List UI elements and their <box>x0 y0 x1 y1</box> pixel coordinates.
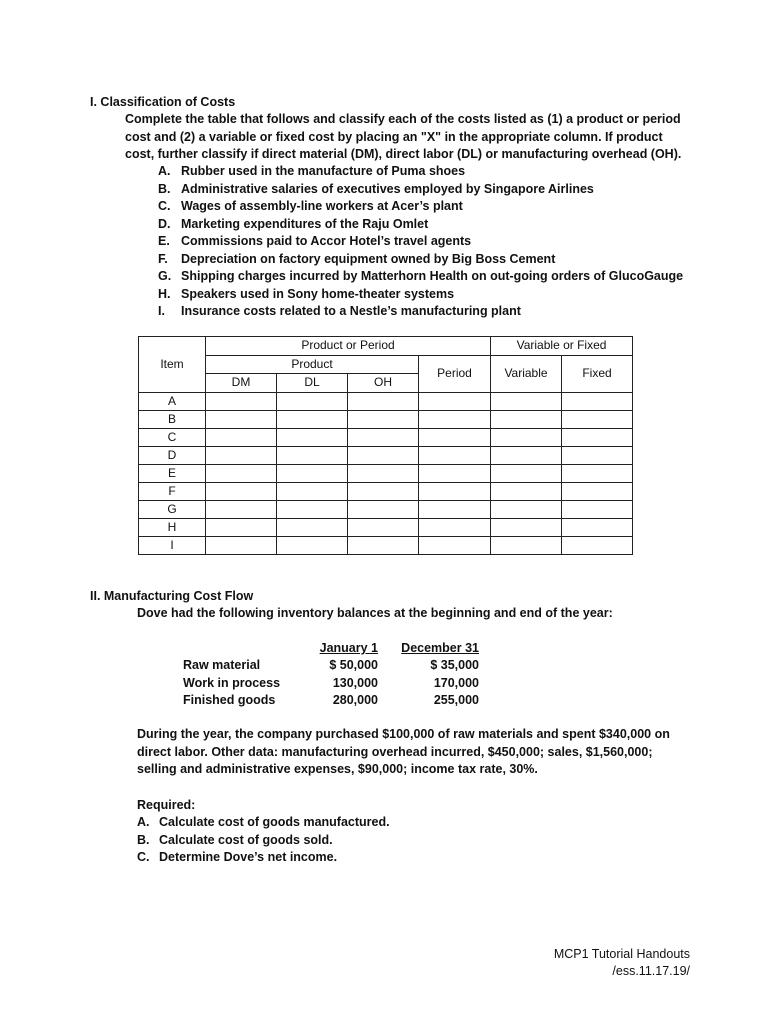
list-item-letter: A. <box>137 815 150 829</box>
table-row <box>139 410 633 428</box>
header-period: Period <box>419 355 491 392</box>
list-item-text: Rubber used in the manufacture of Puma shoes <box>181 164 466 178</box>
header-item: Item <box>139 337 206 393</box>
table-row <box>139 392 633 410</box>
cell-fixed[interactable] <box>562 536 633 554</box>
inventory-jan-value: 130,000 <box>332 676 378 690</box>
cell-dm[interactable] <box>206 464 277 482</box>
row-item-label: D <box>139 446 206 464</box>
row-item-label: B <box>139 410 206 428</box>
cell-dm[interactable] <box>206 392 277 410</box>
cell-dl[interactable] <box>277 518 348 536</box>
cell-dm[interactable] <box>206 536 277 554</box>
list-item-text: Depreciation on factory equipment owned by Big Boss Cement <box>181 251 556 266</box>
table-row <box>139 428 633 446</box>
inventory-dec-value: 170,000 <box>433 676 479 690</box>
list-item <box>158 163 683 181</box>
table-row <box>139 446 633 464</box>
cost-items-list <box>158 163 683 321</box>
header-dm: DM <box>206 374 277 393</box>
table-row <box>139 482 633 500</box>
cell-period[interactable] <box>419 482 491 500</box>
column-header-january: January 1 <box>319 641 378 655</box>
cell-oh[interactable] <box>348 428 419 446</box>
list-item-text: Determine Dove’s net income. <box>159 850 338 864</box>
cell-dl[interactable] <box>277 464 348 482</box>
list-item <box>158 216 683 234</box>
cell-period[interactable] <box>419 446 491 464</box>
cell-variable[interactable] <box>491 464 562 482</box>
list-item-letter: G. <box>158 269 172 283</box>
cell-period[interactable] <box>419 536 491 554</box>
inventory-dec-value: 255,000 <box>433 693 479 707</box>
cell-variable[interactable] <box>491 482 562 500</box>
cell-period[interactable] <box>419 464 491 482</box>
cell-variable[interactable] <box>491 536 562 554</box>
required-list <box>137 814 390 867</box>
cell-variable[interactable] <box>491 428 562 446</box>
header-dl: DL <box>277 374 348 393</box>
cell-fixed[interactable] <box>562 500 633 518</box>
cell-dm[interactable] <box>206 446 277 464</box>
list-item-letter: F. <box>158 251 168 266</box>
list-item-letter: E. <box>158 234 170 248</box>
cell-fixed[interactable] <box>562 392 633 410</box>
list-item-text: Administrative salaries of executives employed by Singapore Airlines <box>181 181 594 196</box>
cell-dm[interactable] <box>206 482 277 500</box>
footer-title: MCP1 Tutorial Handouts <box>553 947 690 961</box>
cell-variable[interactable] <box>491 518 562 536</box>
inventory-jan-value: 280,000 <box>332 693 378 707</box>
row-item-label: H <box>139 518 206 536</box>
list-item-text: Calculate cost of goods manufactured. <box>159 815 390 829</box>
row-item-label: F <box>139 482 206 500</box>
cell-fixed[interactable] <box>562 428 633 446</box>
list-item-letter: D. <box>158 216 171 231</box>
cell-period[interactable] <box>419 392 491 410</box>
cell-oh[interactable] <box>348 410 419 428</box>
cell-fixed[interactable] <box>562 518 633 536</box>
cell-fixed[interactable] <box>562 464 633 482</box>
cell-oh[interactable] <box>348 500 419 518</box>
list-item-text: Commissions paid to Accor Hotel’s travel agents <box>181 234 472 248</box>
table-row <box>139 464 633 482</box>
list-item <box>158 198 683 216</box>
required-title: Required: <box>137 798 196 812</box>
header-variable-or-fixed: Variable or Fixed <box>491 337 633 356</box>
column-header-december: December 31 <box>401 641 479 655</box>
list-item <box>158 286 683 304</box>
row-item-label: G <box>139 500 206 518</box>
cell-dl[interactable] <box>277 500 348 518</box>
header-product-or-period: Product or Period <box>206 337 491 356</box>
list-item-text: Marketing expenditures of the Raju Omlet <box>181 216 429 231</box>
section-2-intro: Dove had the following inventory balances at the beginning and end of the year: <box>137 606 613 620</box>
list-item <box>137 814 390 832</box>
list-item-text: Speakers used in Sony home-theater systems <box>181 286 455 301</box>
cell-dm[interactable] <box>206 518 277 536</box>
cell-dl[interactable] <box>277 482 348 500</box>
cell-variable[interactable] <box>491 392 562 410</box>
cell-dm[interactable] <box>206 410 277 428</box>
table-row <box>139 518 633 536</box>
list-item <box>137 849 390 867</box>
row-item-label: A <box>139 392 206 410</box>
cell-fixed[interactable] <box>562 446 633 464</box>
cell-dl[interactable] <box>277 446 348 464</box>
cell-period[interactable] <box>419 518 491 536</box>
cell-oh[interactable] <box>348 536 419 554</box>
cell-dl[interactable] <box>277 392 348 410</box>
row-item-label: I <box>139 536 206 554</box>
list-item <box>158 251 683 269</box>
cell-variable[interactable] <box>491 446 562 464</box>
table-row <box>139 536 633 554</box>
cell-period[interactable] <box>419 410 491 428</box>
cell-variable[interactable] <box>491 500 562 518</box>
list-item <box>158 268 683 286</box>
cell-dl[interactable] <box>277 428 348 446</box>
cell-oh[interactable] <box>348 446 419 464</box>
header-oh: OH <box>348 374 419 393</box>
list-item-letter: B. <box>137 832 150 847</box>
classification-table <box>138 336 633 555</box>
cell-oh[interactable] <box>348 464 419 482</box>
row-item-label: C <box>139 428 206 446</box>
cell-fixed[interactable] <box>562 410 633 428</box>
header-fixed: Fixed <box>562 355 633 392</box>
cell-period[interactable] <box>419 500 491 518</box>
list-item-text: Shipping charges incurred by Matterhorn Health on out-going orders of GlucoGauge <box>181 269 684 283</box>
section-1-instructions: Complete the table that follows and classify each of the costs listed as (1) a product or period cost and (2) a variable or fixed cost by placing an "X" in the appropriate column. If product cost, further classify if direct material (DM), direct labor (DL) or manufacturing overhead (OH). <box>125 112 682 161</box>
cell-dm[interactable] <box>206 500 277 518</box>
cell-oh[interactable] <box>348 392 419 410</box>
cell-dm[interactable] <box>206 428 277 446</box>
cell-period[interactable] <box>419 428 491 446</box>
list-item <box>158 181 683 199</box>
cell-dl[interactable] <box>277 536 348 554</box>
section-2-paragraph: During the year, the company purchased $100,000 of raw materials and spent $340,000 on direct labor. Other data: manufacturing overhead incurred, $450,000; sales, $1,560,000; selling and administrative expenses, $90,000; income tax rate, 30%. <box>137 727 670 776</box>
list-item-text: Wages of assembly-line workers at Acer’s plant <box>181 199 463 213</box>
row-item-label: E <box>139 464 206 482</box>
header-product: Product <box>206 355 419 374</box>
list-item-letter: C. <box>158 199 171 213</box>
cell-oh[interactable] <box>348 518 419 536</box>
list-item-letter: A. <box>158 164 171 178</box>
inventory-label: Work in process <box>183 676 281 690</box>
list-item <box>158 303 683 321</box>
cell-dl[interactable] <box>277 410 348 428</box>
inventory-jan-value: $ 50,000 <box>329 658 378 672</box>
cell-oh[interactable] <box>348 482 419 500</box>
table-row <box>139 500 633 518</box>
inventory-label: Raw material <box>183 658 261 672</box>
cell-variable[interactable] <box>491 410 562 428</box>
list-item-letter: I. <box>158 304 165 318</box>
footer-code: /ess.11.17.19/ <box>612 964 690 978</box>
inventory-dec-value: $ 35,000 <box>430 658 479 672</box>
inventory-label: Finished goods <box>183 693 276 707</box>
list-item-letter: C. <box>137 850 150 864</box>
list-item-letter: H. <box>158 286 171 301</box>
section-1-title: I. Classification of Costs <box>90 95 236 109</box>
header-variable: Variable <box>491 355 562 392</box>
list-item-text: Calculate cost of goods sold. <box>159 832 333 847</box>
list-item-letter: B. <box>158 181 171 196</box>
list-item <box>158 233 683 251</box>
list-item <box>137 832 390 850</box>
list-item-text: Insurance costs related to a Nestle’s manufacturing plant <box>181 304 521 318</box>
section-2-title: II. Manufacturing Cost Flow <box>90 589 254 603</box>
cell-fixed[interactable] <box>562 482 633 500</box>
